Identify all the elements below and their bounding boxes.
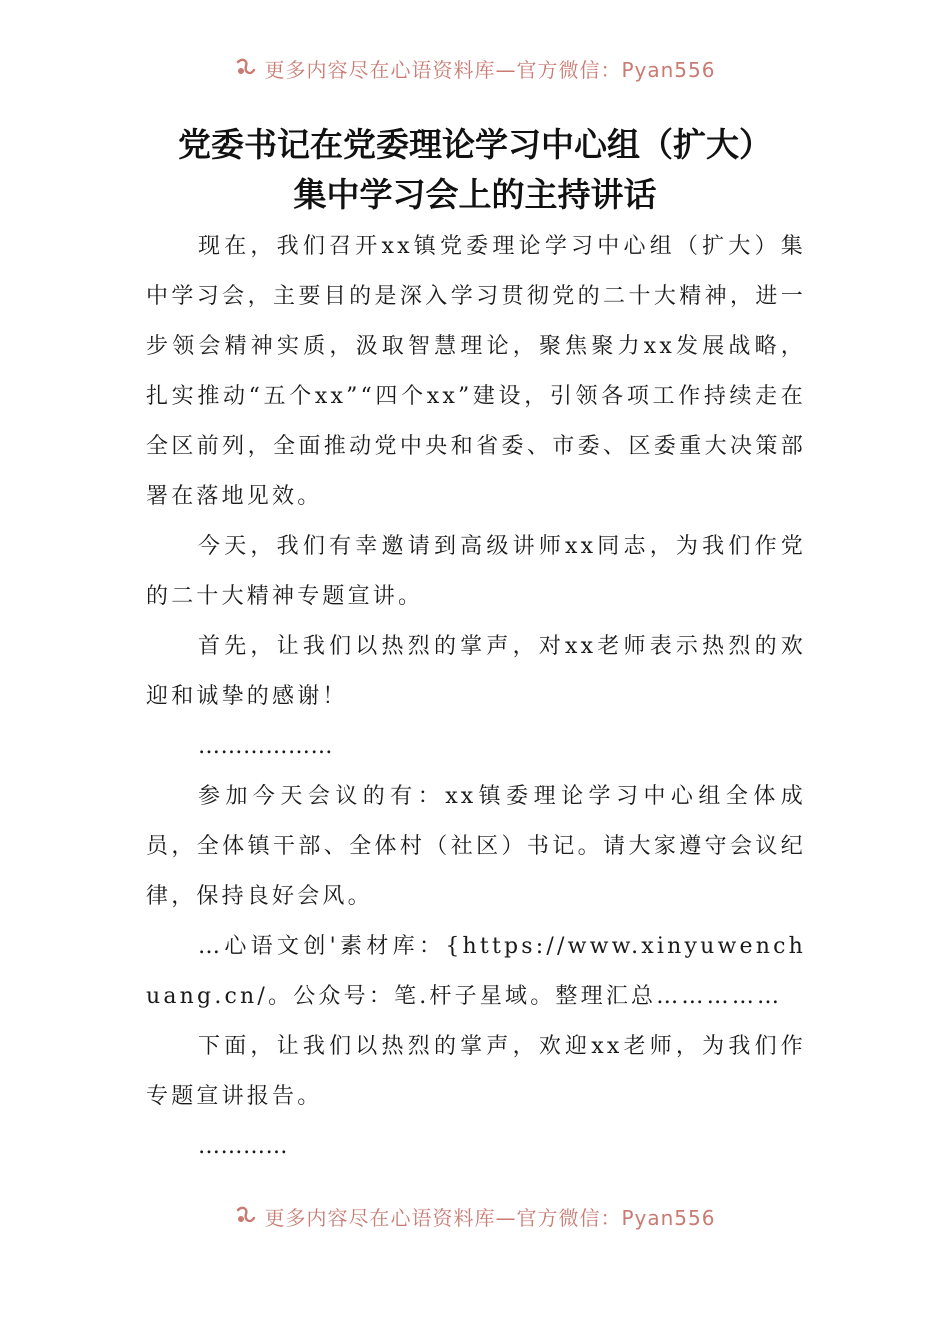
watermark-text: 更多内容尽在心语资料库—官方微信：Pyan556 <box>264 57 716 82</box>
paragraph-ellipsis-1: ……………… <box>198 734 333 759</box>
paragraph-introduce-speaker: 下面，让我们以热烈的掌声，欢迎xx老师，为我们作专题宣讲报告。 <box>146 1034 806 1109</box>
paragraph-welcome: 首先，让我们以热烈的掌声，对xx老师表示热烈的欢迎和诚挚的感谢！ <box>146 634 806 709</box>
document-title-line-2: 集中学习会上的主持讲话 <box>293 175 657 214</box>
watermark-text: 更多内容尽在心语资料库—官方微信：Pyan556 <box>264 1205 716 1230</box>
paragraph-invitation: 今天，我们有幸邀请到高级讲师xx同志，为我们作党的二十大精神专题宣讲。 <box>146 534 806 609</box>
paragraph-ellipsis-2: ………… <box>198 1134 288 1159</box>
document-title-line-1: 党委书记在党委理论学习中心组（扩大） <box>178 125 772 164</box>
document-body <box>146 222 806 1172</box>
paragraph-attendees: 参加今天会议的有：xx镇委理论学习中心组全体成员，全体镇干部、全体村（社区）书记。请大家遵守会议纪律，保持良好会风。 <box>146 784 806 909</box>
paragraph-opening: 现在，我们召开xx镇党委理论学习中心组（扩大）集中学习会，主要目的是深入学习贯彻党的二十大精神，进一步领会精神实质，汲取智慧理论，聚焦聚力xx发展战略，扎实推动“五个xx”“四个xx”建设，引领各项工作持续走在全区前列，全面推动党中央和省委、市委、区委重大决策部署在落地见效。 <box>146 234 806 509</box>
watermark-header <box>0 56 950 92</box>
paragraph-source-note: …心语文创'素材库：{https://www.xinyuwenchuang.cn/。公众号：笔.杆子星域。整理汇总…………… <box>146 934 806 1009</box>
watermark-logo-icon <box>234 1204 258 1228</box>
watermark-logo-icon <box>234 56 258 80</box>
watermark-footer <box>0 1204 950 1240</box>
